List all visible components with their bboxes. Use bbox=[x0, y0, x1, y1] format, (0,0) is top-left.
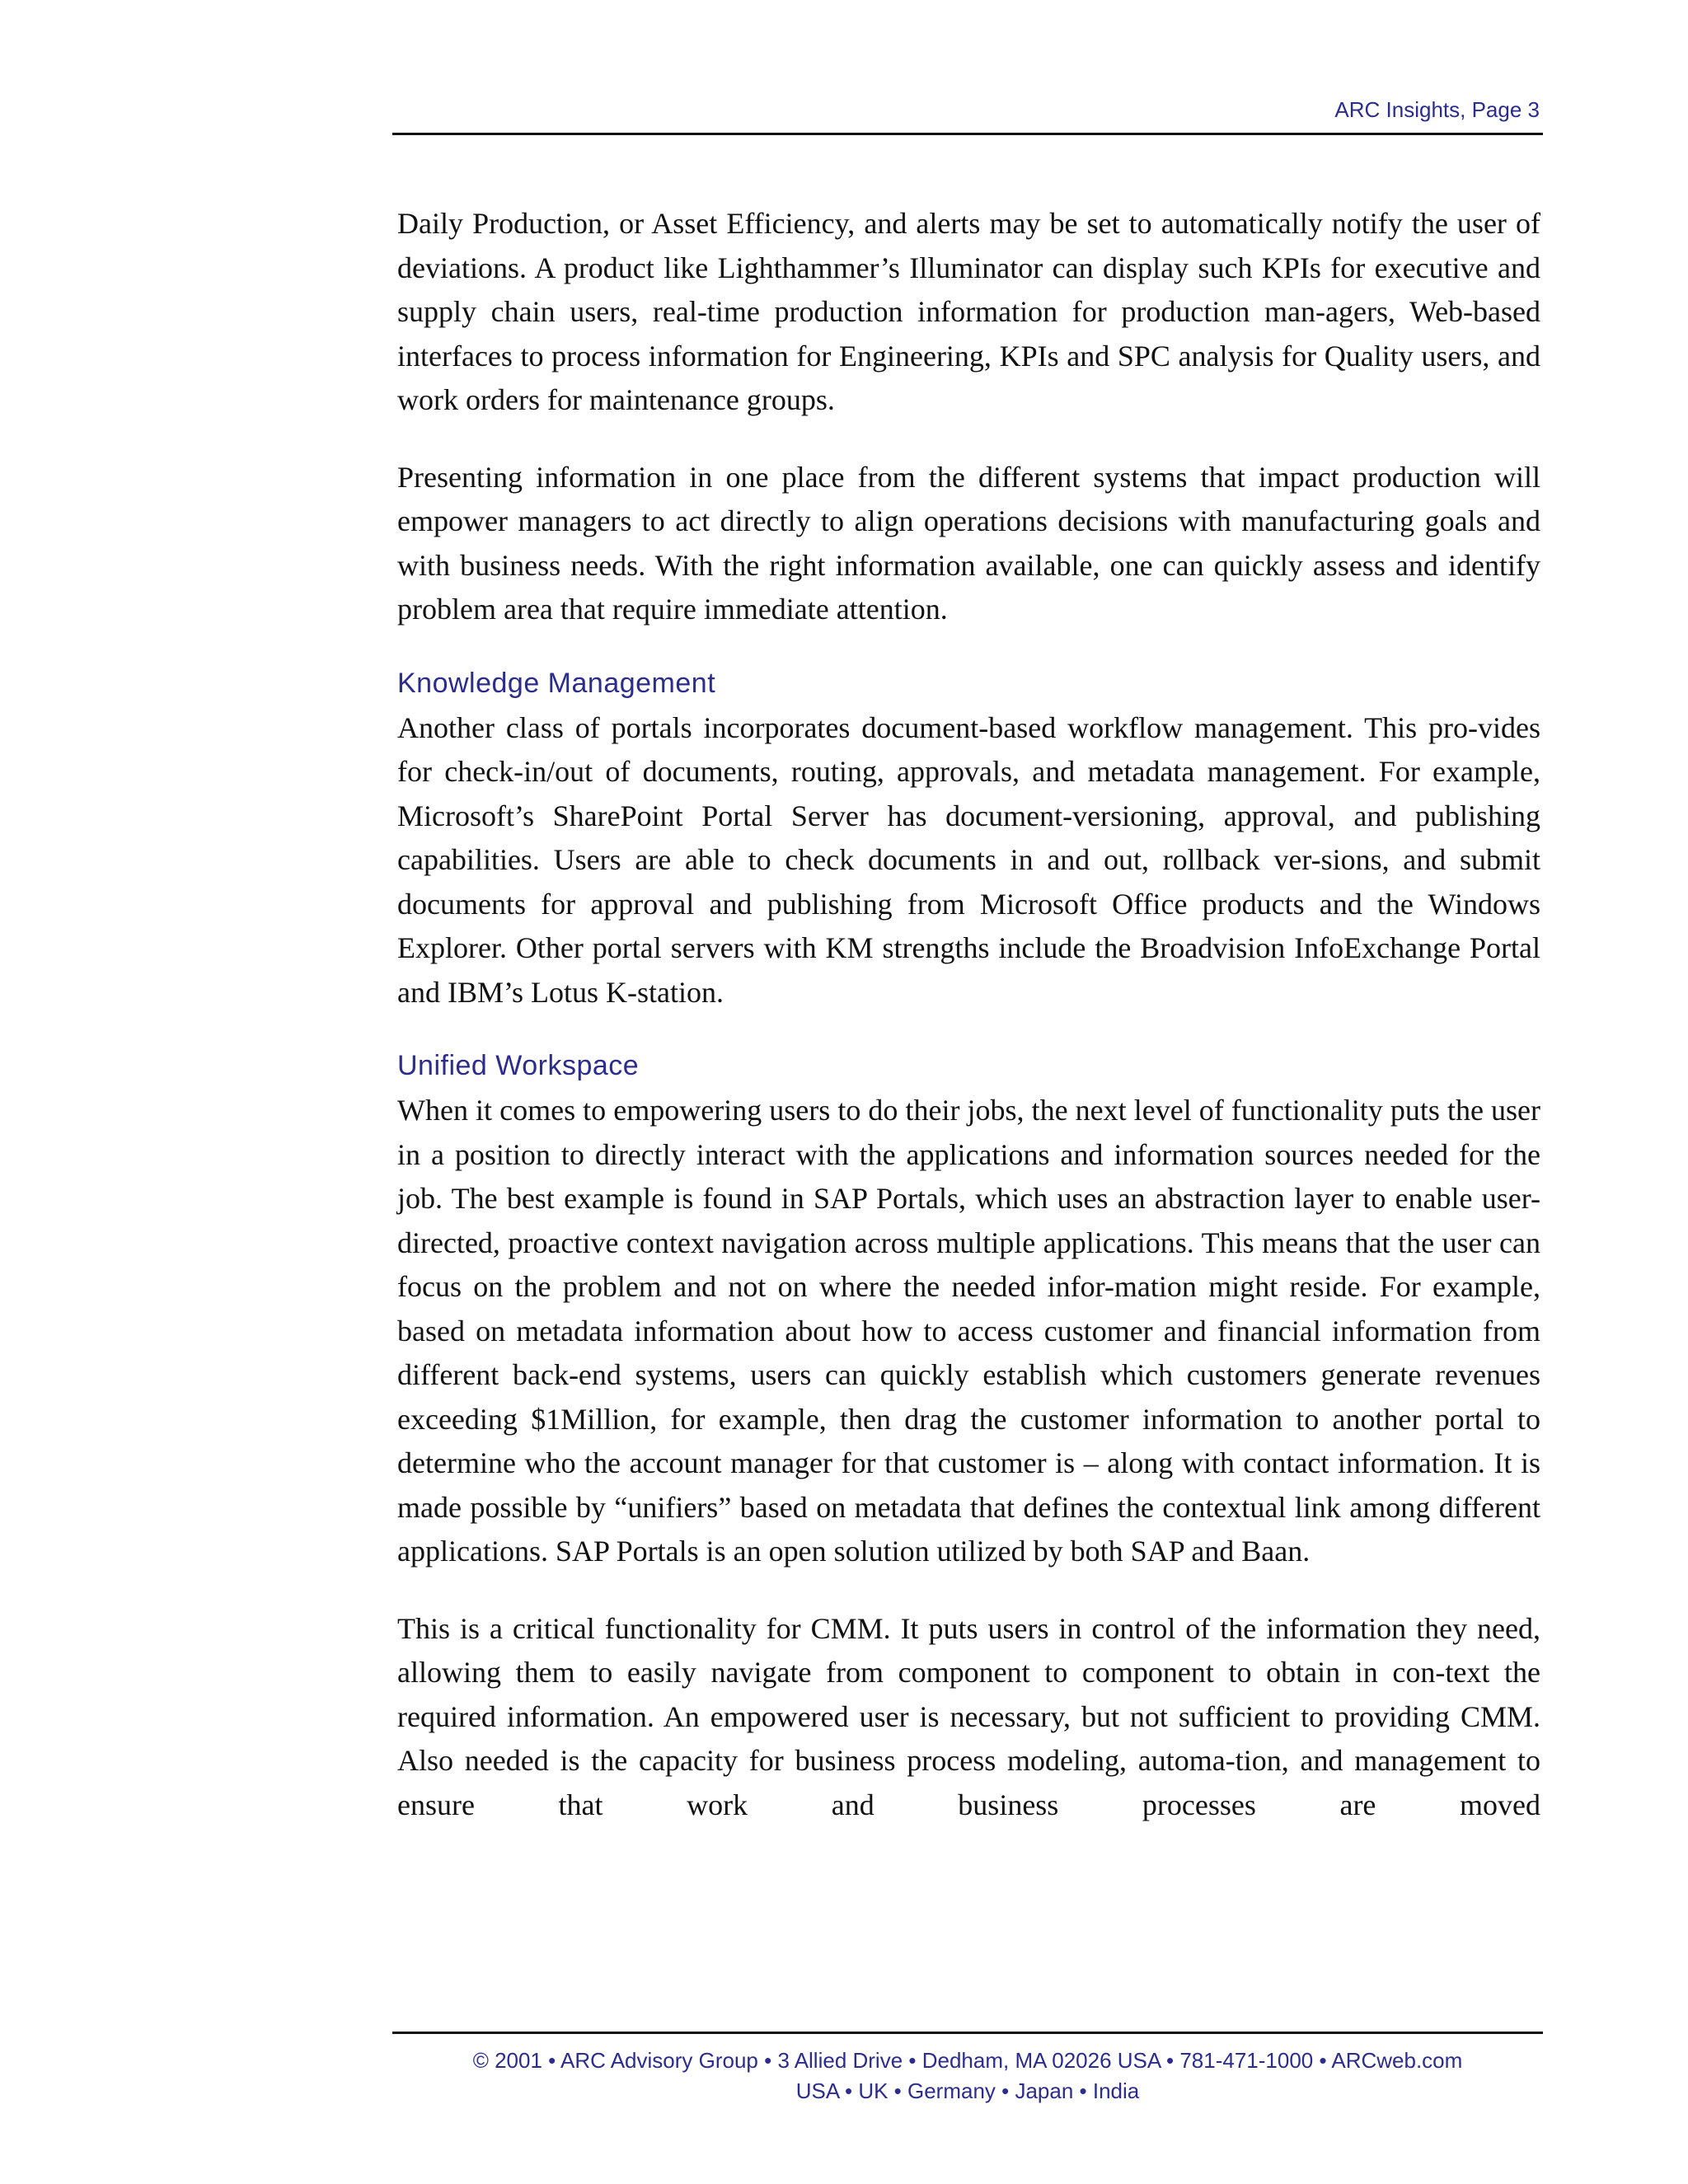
heading-unified-workspace: Unified Workspace bbox=[397, 1050, 640, 1081]
footer-rule bbox=[392, 2032, 1543, 2034]
footer bbox=[392, 2046, 1543, 2107]
footer-contact-line: © 2001 • ARC Advisory Group • 3 Allied Drive • Dedham, MA 02026 USA • 781-471-1000 • ARCweb.com bbox=[472, 2048, 1463, 2073]
paragraph-presenting-information: Presenting information in one place from the different systems that impact production will empower managers to act directly to align operations decisions with manufacturing goals and with business needs. With the right information available, one can quickly assess and identify problem area that require immediate attention. bbox=[397, 460, 1540, 626]
header-rule bbox=[392, 133, 1543, 135]
paragraph-daily-production: Daily Production, or Asset Efficiency, and alerts may be set to automatically notify the user of deviations. A product like Lighthammer’s Illuminator can display such KPIs for executive and supply chain users, real-time production information for production man-agers, Web-based interfaces to process information for Engineering, KPIs and SPC analysis for Quality users, and work orders for maintenance groups. bbox=[397, 207, 1540, 416]
body-content bbox=[397, 202, 1540, 1860]
footer-countries-line: USA • UK • Germany • Japan • India bbox=[795, 2079, 1140, 2103]
paragraph-unified-workspace: When it comes to empowering users to do their jobs, the next level of functionality puts the user in a position to directly interact with the applications and information sources needed for the job. The best example is found in SAP Portals, which uses an abstraction layer to enable user-directed, proactive context navigation across multiple applications. This means that the user can focus on the problem and not on where the needed infor-mation might reside. For example, based on metadata information about how to access customer and financial information from different back-end systems, users can quickly establish which customers generate revenues exceeding $1Million, for example, then drag the customer information to another portal to determine who the account manager for that customer is – along with contact information. It is made possible by “unifiers” based on metadata that defines the contextual link among different applications. SAP Portals is an open solution utilized by both SAP and Baan. bbox=[397, 1094, 1540, 1568]
paragraph-knowledge-management: Another class of portals incorporates document-based workflow management. This pro-vides for check-in/out of documents, routing, approvals, and metadata management. For example, Microsoft’s SharePoint Portal Server has document-versioning, approval, and publishing capabilities. Users are able to check documents in and out, rollback ver-sions, and submit documents for approval and publishing from Microsoft Office products and the Windows Explorer. Other portal servers with KM strengths include the Broadvision InfoExchange Portal and IBM’s Lotus K-station. bbox=[397, 710, 1540, 1009]
heading-knowledge-management: Knowledge Management bbox=[397, 667, 716, 699]
paragraph-cmm-functionality: This is a critical functionality for CMM. It puts users in control of the information they need, allowing them to easily navigate from component to component to obtain in con-text the required information. An empowered user is necessary, but not sufficient to providing CMM. Also needed is the capacity for business process modeling, automa-tion, and management to ensure that work and business processes are moved bbox=[397, 1611, 1540, 1821]
running-header: ARC Insights, Page 3 bbox=[1334, 97, 1540, 122]
